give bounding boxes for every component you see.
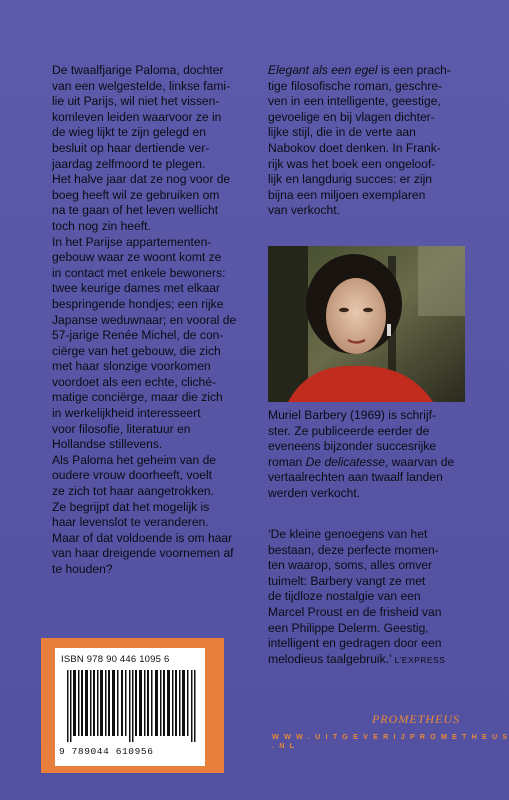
isbn-label: ISBN 978 90 446 1095 6 (61, 654, 170, 665)
author-bio-text (268, 408, 472, 502)
blurb-paragraph: Maar of dat voldoende is om haar van haar dreigende voornemen af te houden? (52, 530, 234, 576)
publisher-logo: PROMETHEUS (372, 712, 460, 726)
blurb-paragraph: Het halve jaar dat ze nog voor de boeg heeft wil ze gebruiken om na te gaan of het leven wellicht toch nog zin heeft. (52, 172, 231, 233)
blurb-paragraph: De twaalfjarige Paloma, dochter van een welgestelde, linkse fami- lie uit Parijs, wil niet het vissen- komleven leiden waarvoor ze in de wieg lijkt te zijn gelegd en besluit op haar dertiende ver- jaardag zelfmoord te plegen. (52, 63, 231, 171)
blurb-paragraph: In het Parijse appartementen- gebouw waar ze woont komt ze in contact met enkele bewoners: twee keurige dames met elkaar bespringende hondjes; een rijke Japanse weduwnaar; en vooral de 57-jarige Renée Michel, de con- ciërge van het gebouw, die zich met haar slonzige voorkomen voordoet als een echte, cliché- matige conciërge, maar die zich in werkelijkheid interesseert voor filosofie, literatuur en Hollandse stillevens. (52, 234, 237, 452)
quote-text: ‘De kleine genoegens van het bestaan, deze perfecte momen- ten waarop, soms, alles omver tuimelt: Barbery vangt ze met de tijdloze nostalgie van een Marcel Proust en de frisheid van een Philippe Delerm. Geestig, intelligent en gedragen door een melodieus taalgebruik.’ (268, 527, 442, 666)
blurb-left-column (52, 63, 262, 578)
author-portrait-image (268, 246, 465, 402)
summary-paragraph (268, 63, 472, 219)
barcode-panel (41, 638, 224, 773)
book-title: Elegant als een egel (268, 63, 378, 77)
blurb-paragraph: Ze begrijpt dat het mogelijk is haar levenslot te veranderen. (52, 499, 210, 530)
blurb-paragraph: Als Paloma het geheim van de oudere vrouw doorheeft, voelt ze zich tot haar aangetrokken. (52, 452, 217, 499)
press-quote (268, 527, 472, 668)
author-bio (268, 408, 472, 502)
publisher-url: W W W . U I T G E V E R I J P R O M E T H E U S . N L (272, 732, 509, 750)
barcode-bars (67, 670, 197, 742)
barcode (55, 648, 205, 766)
barcode-digits: 9 789044 610956 (59, 746, 154, 757)
summary-text: is een prach- tige filosofische roman, geschre- ven in een intelligente, geestige, gevoelige en bij vlagen dichter- lijke stijl, die in de verte aan Nabokov doet denken. In Frank- rijk was het boek een ongeloof- lijk en langdurig succes: er zijn bijna een miljoen exemplaren van verkocht. (268, 63, 451, 218)
author-photo (268, 246, 465, 402)
blurb-right-column (268, 63, 472, 219)
previous-book-title: De delicatesse (305, 454, 385, 469)
press-quote-text (268, 527, 472, 668)
bio-text-before: Muriel Barbery (1969) is schrijf- ster. Ze publiceerde eerder de eveneens bijzonder succesrijke roman (268, 408, 437, 469)
bio-text-after: , waarvan de vertaalrechten aan twaalf landen werden verkocht. (268, 454, 455, 500)
quote-source: L’EXPRESS (394, 654, 446, 665)
